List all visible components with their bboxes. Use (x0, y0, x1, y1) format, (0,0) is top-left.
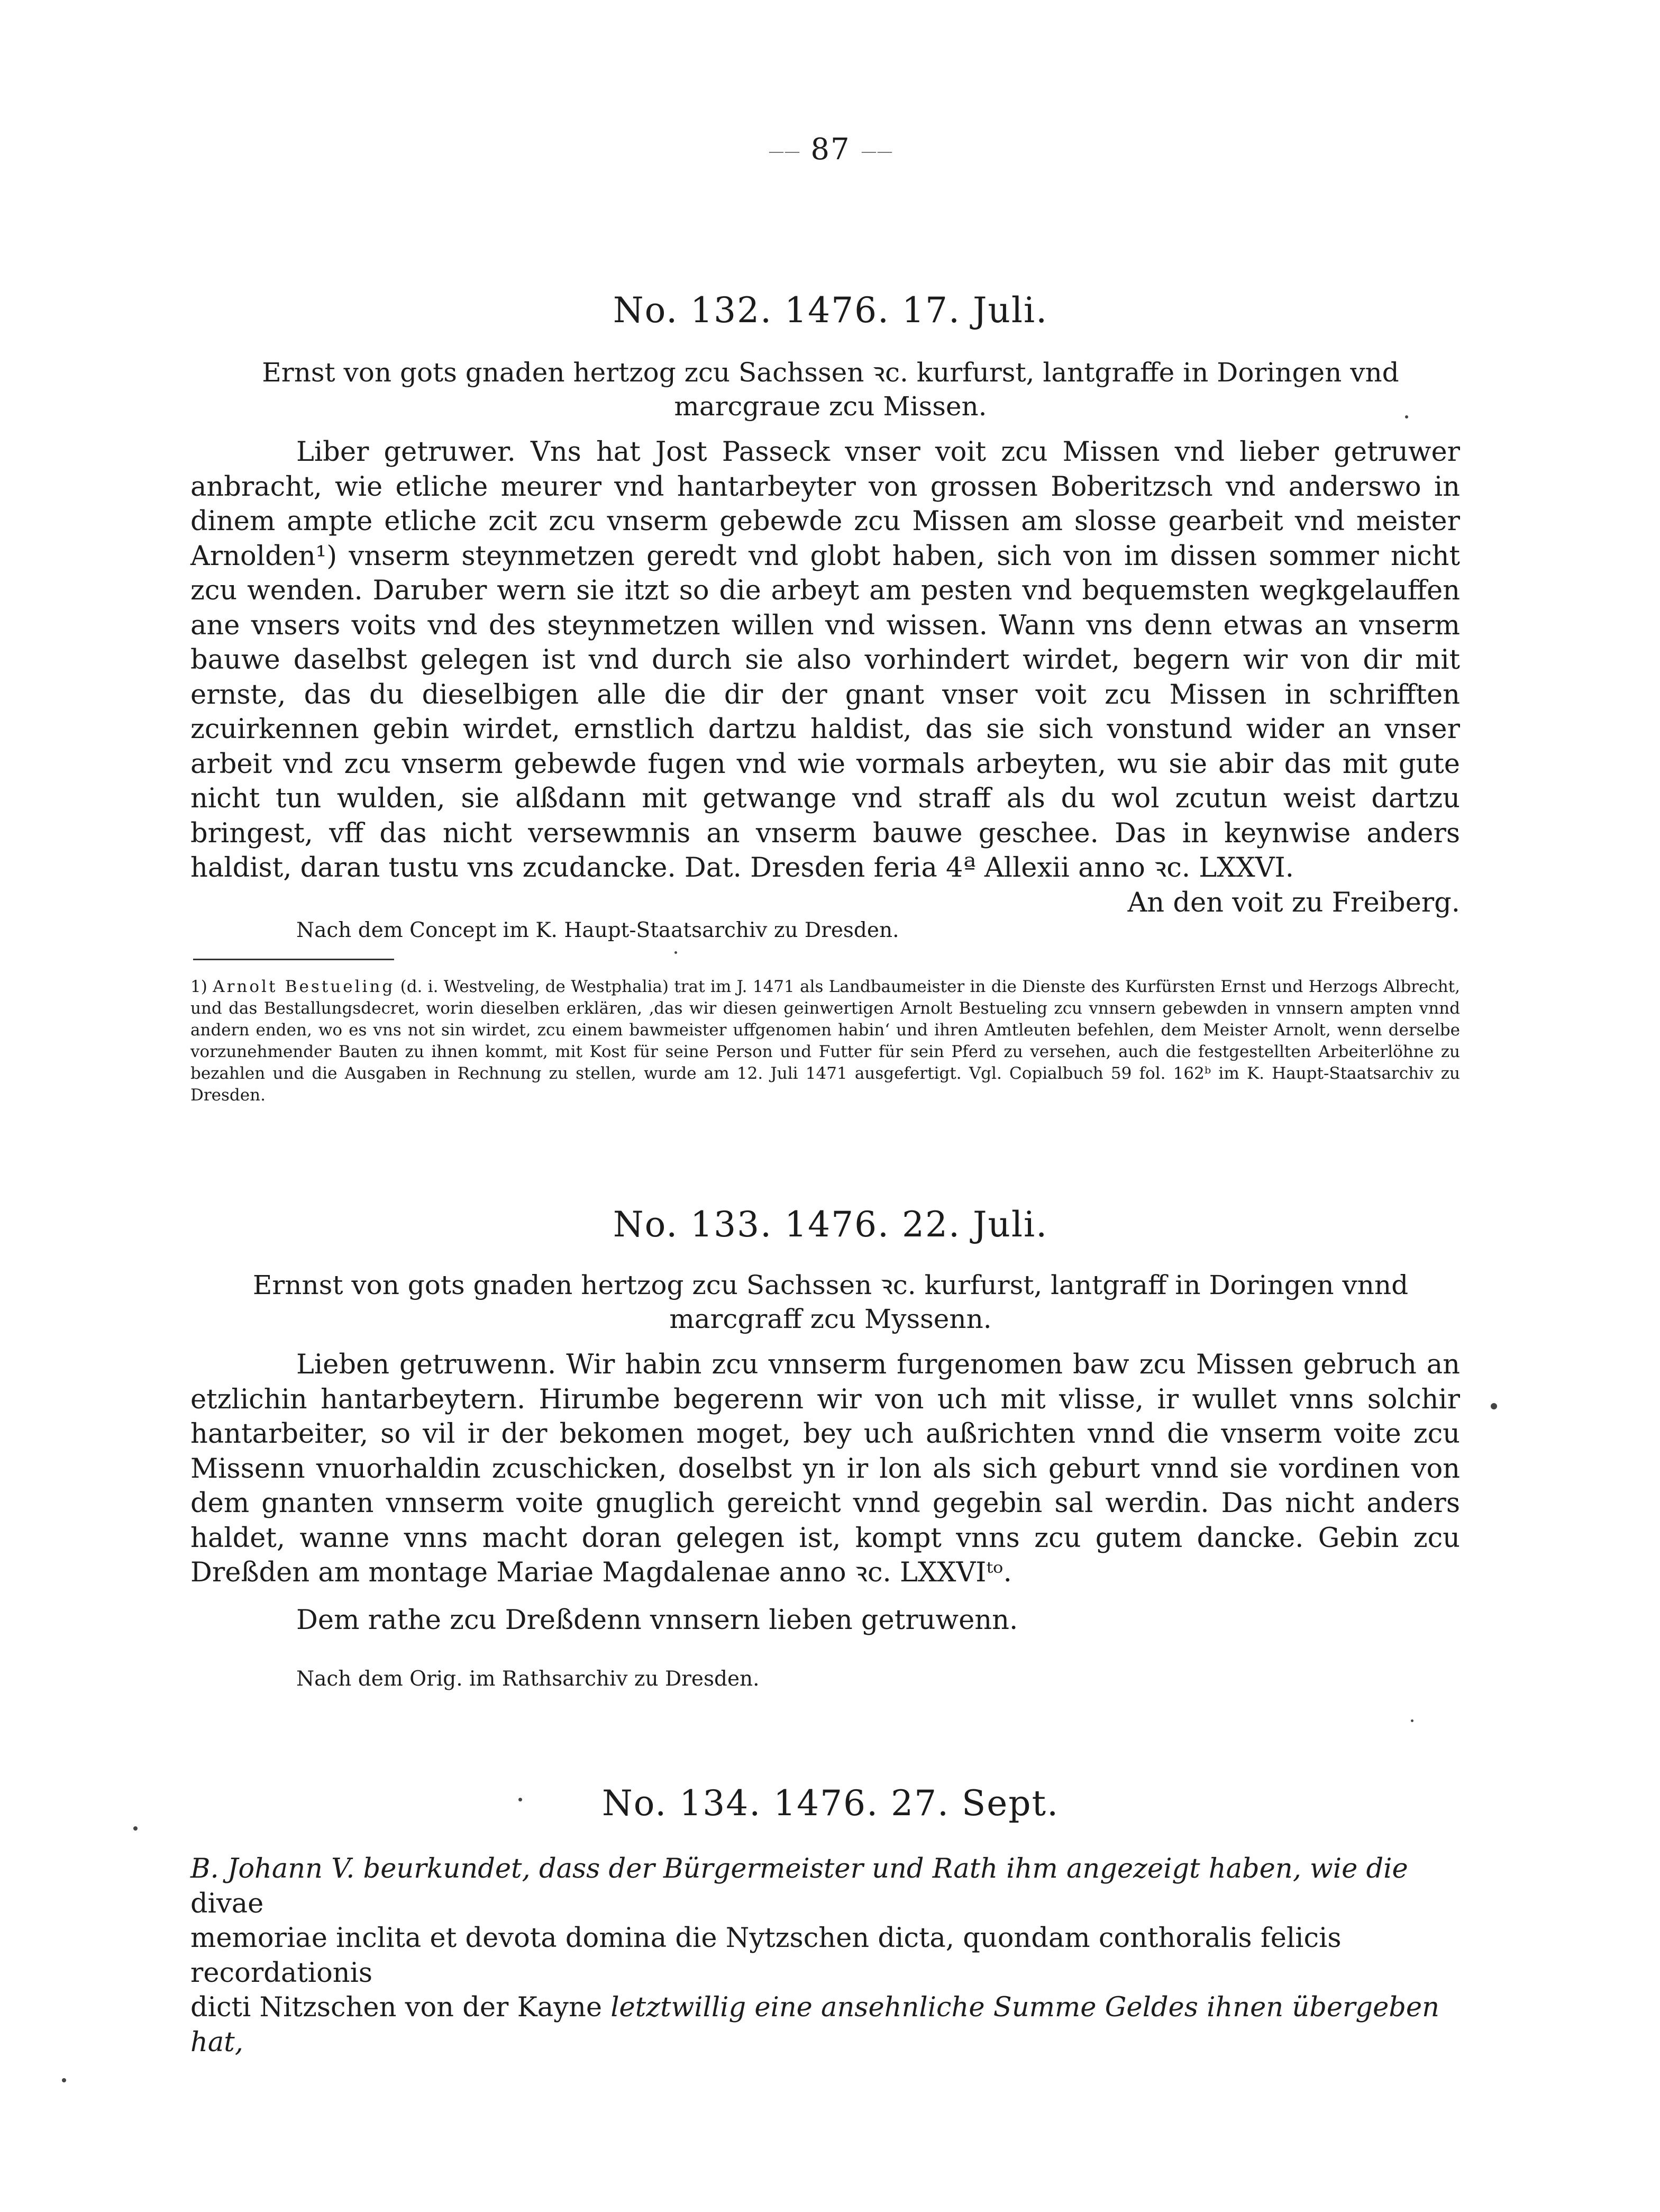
footnote-separator (193, 959, 394, 960)
scan-speck (1405, 415, 1408, 418)
document-133-body (190, 1348, 1460, 1590)
document-134-line-3 (190, 1990, 1460, 2060)
document-134-body (190, 1852, 1460, 2060)
page-number (688, 132, 973, 167)
document-134-line-2 (190, 1921, 1460, 1990)
folio-dash-right: —— (861, 142, 893, 161)
scan-speck (1411, 1719, 1413, 1722)
document-134-line-1 (190, 1852, 1460, 1921)
document-132-addressee: An den voit zu Freiberg. (1127, 887, 1460, 918)
page-number-value: 87 (810, 132, 851, 167)
document-134-line-1-italic: B. Johann V. beurkundet, dass der Bürgermeister und Rath ihm angezeigt haben, wie die (190, 1853, 1408, 1885)
document-134-title: No. 134. 1476. 27. Sept. (601, 1783, 1060, 1824)
document-132-body-text: Liber getruwer. Vns hat Jost Passeck vnser voit zcu Missen vnd lieber getruwer anbracht, wie etliche meurer vnd hantarbeyter von grossen Boberitzsch vnd anderswo in dinem ampte etliche zcit zcu vnserm gebewde zcu Missen am slosse gearbeit vnd meister Arnolden¹) vnserm steynmetzen geredt vnd globt haben, sich von im dissen sommer nicht zcu wenden. Daruber wern sie itzt so die arbeyt am pesten vnd bequemsten wegkgelauffen ane vnsers voits vnd des steynmetzen willen vnd wissen. Wann vns denn etwas an vnserm bauwe daselbst gelegen ist vnd durch sie also vorhindert wirdet, begern wir von dir mit ernste, das du dieselbigen alle die dir der gnant vnser voit zcu Missen in schrifften zcuirkennen gebin wirdet, ernstlich dartzu haldist, das sie sich vonstund wider an vnser arbeit vnd zcu vnserm gebewde fugen vnd wie vormals arbeyten, wu sie abir das mit gute nicht tun wulden, sie alßdann mit getwange vnd straff als du wol zcutun weist dartzu bringest, vff das nicht versewmnis an vnserm bauwe geschee. Das in keynwise anders haldist, daran tustu vns zcudancke. Dat. Dresden feria 4ª Allexii anno ꝛc. LXXVI. (190, 436, 1460, 884)
document-133-body-text: Lieben getruwenn. Wir habin zcu vnnserm furgenomen baw zcu Missen gebruch an etzlichin hantarbeytern. Hirumbe begerenn wir von uch mit vlisse, ir wullet vnns solchir hantarbeiter, so vil ir der bekomen moget, bey uch außrichten vnnd die vnserm voite zcu Missenn vnuorhaldin zcuschicken, doselbst yn ir lon als sich geburt vnnd sie vordinen von dem gnanten vnnserm voite gnuglich gereicht vnnd gegebin sal werdin. Das nicht anders haldet, wanne vnns macht doran gelegen ist, kompt vnns zcu gutem dancke. Gebin zcu Dreßden am montage Mariae Magdalenae anno ꝛc. LXXVIᵗᵒ. (190, 1349, 1460, 1588)
scan-speck (62, 2078, 66, 2082)
scan-speck (133, 1826, 138, 1831)
document-132-sender: Ernst von gots gnaden hertzog zcu Sachssen ꝛc. kurfurst, lantgraffe in Doringen vnd marcgraue zcu Missen. (262, 357, 1399, 422)
document-132-body (190, 435, 1460, 920)
scan-speck (518, 1798, 522, 1801)
document-134-line-3-italic: letztwillig eine ansehnliche Summe Geldes ihnen übergeben hat, (190, 1992, 1439, 2058)
footnote (190, 976, 1460, 1106)
document-132-source: Nach dem Concept im K. Haupt-Staatsarchiv zu Dresden. (296, 918, 899, 942)
document-133-title: No. 133. 1476. 22. Juli. (613, 1204, 1048, 1245)
scan-speck (1491, 1403, 1497, 1409)
document-134-line-1-roman: divae (190, 1888, 264, 1919)
document-133-addressee (190, 1603, 1460, 1638)
footnote-marker: 1) (190, 977, 207, 996)
document-134-line-2-roman: memoriae inclita et devota domina die Nytzschen dicta, quondam conthoralis felicis recordationis (190, 1923, 1342, 1989)
document-132-title: No. 132. 1476. 17. Juli. (613, 290, 1048, 331)
folio-dash-left: —— (768, 142, 800, 161)
document-133-sender: Ernnst von gots gnaden hertzog zcu Sachssen ꝛc. kurfurst, lantgraff in Doringen vnnd marcgraff zcu Myssenn. (252, 1270, 1409, 1334)
footnote-name: Arnolt Bestueling (213, 977, 395, 996)
document-133-addressee-text: Dem rathe zcu Dreßdenn vnnsern lieben getruwenn. (296, 1605, 1018, 1636)
document-133-source: Nach dem Orig. im Rathsarchiv zu Dresden. (296, 1667, 760, 1691)
footnote-text: (d. i. Westveling, de Westphalia) trat im J. 1471 als Landbaumeister in die Dienste des Kurfürsten Ernst und Herzogs Albrecht, und das Bestallungsdecret, worin dieselben erklären, ‚das wir diesen geinwertigen Arnolt Bestueling zcu vnnsern gebewden in vnnsern ampten vnnd andern enden, wo es vns not sin wirdet, zcu einem bawmeister uffgenomen habin‘ und ihren Amtleuten befehlen, dem Meister Arnolt, wenn derselbe vorzunehmender Bauten zu ihnen kommt, mit Kost für seine Person und Futter für sein Pferd zu versehen, auch die festgestellten Arbeiterlöhne zu bezahlen und die Ausgaben in Rechnung zu stellen, wurde am 12. Juli 1471 ausgefertigt. Vgl. Copialbuch 59 fol. 162ᵇ im K. Haupt-Staatsarchiv zu Dresden. (190, 977, 1460, 1105)
scan-speck (674, 951, 677, 954)
document-134-line-3-roman: dicti Nitzschen von der Kayne (190, 1992, 611, 2023)
